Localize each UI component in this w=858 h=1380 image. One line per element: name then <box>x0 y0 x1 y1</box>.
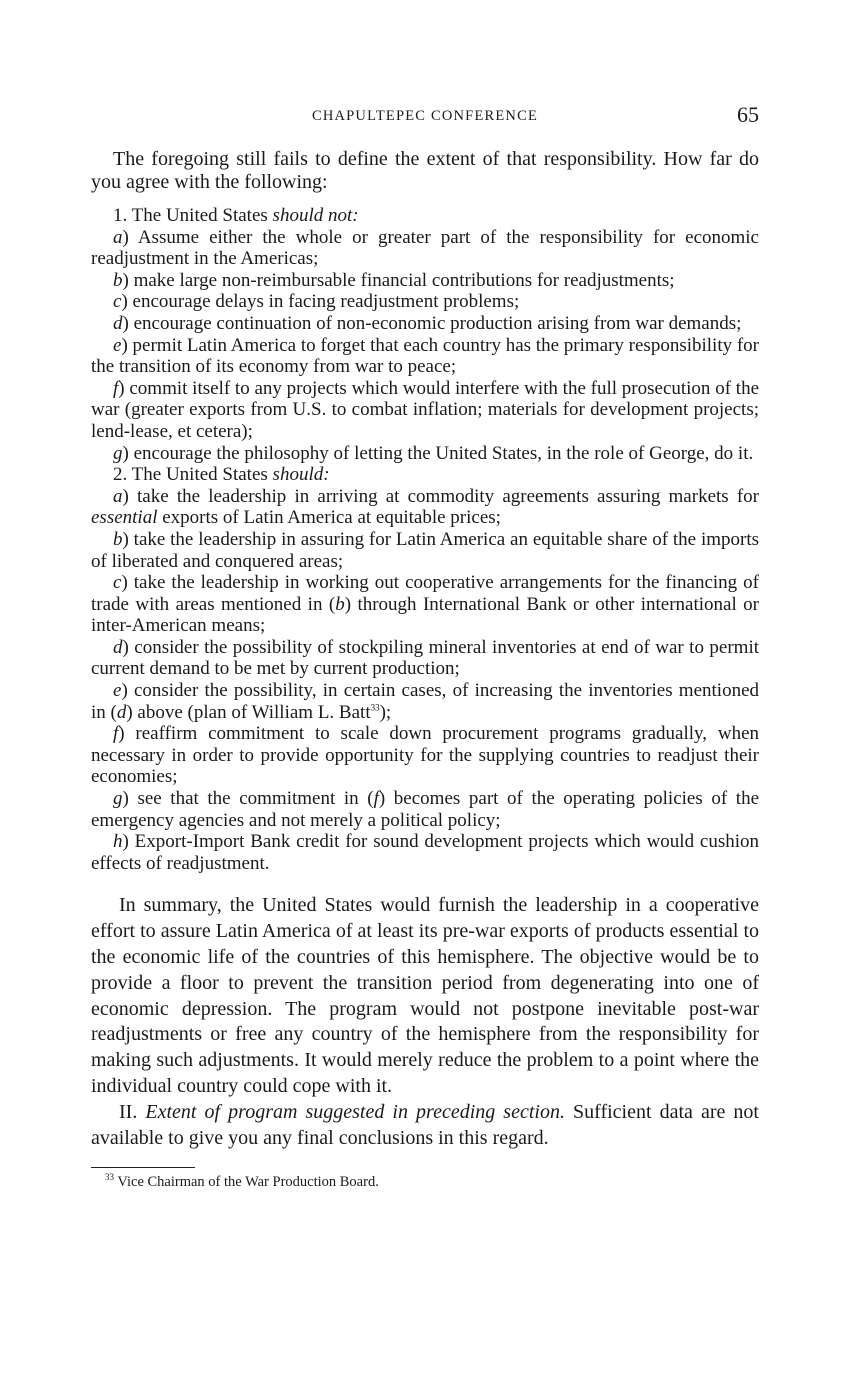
list-item: f) reaffirm commitment to scale down procurement programs gradually, when necessary in order to provide opportunity for the supplying countries to readjust their economies; <box>91 723 760 788</box>
section-2-heading: 2. The United States should: <box>113 464 330 486</box>
summary-section <box>91 893 759 1151</box>
list-item: e) consider the possibility, in certain cases, of increasing the inventories mentioned in (d) above (plan of William L. Batt$^{33}$); <box>91 680 760 723</box>
list-item: a) take the leadership in arriving at commodity agreements assuring markets for essential exports of Latin America at equitable prices; <box>91 485 760 529</box>
list-item: b) take the leadership in assuring for Latin America an equitable share of the imports of liberated and conquered areas; <box>91 528 759 572</box>
list-item: b) make large non-reimbursable financial contributions for readjustments; <box>113 269 675 291</box>
list-item: d) encourage continuation of non-economic production arising from war demands; <box>113 312 742 334</box>
footnote: $^{33}$ Vice Chairman of the War Production Board. <box>105 1172 379 1191</box>
list-item: d) consider the possibility of stockpiling mineral inventories at end of war to permit current demand to be met by current production; <box>91 636 760 680</box>
page <box>91 100 759 1192</box>
page-number: 65 <box>737 102 759 127</box>
list-item: e) permit Latin America to forget that each country has the primary responsibility for the transition of its economy from war to peace; <box>91 334 760 378</box>
section-1-heading: 1. The United States should not: <box>113 205 359 226</box>
list-item: g) encourage the philosophy of letting the United States, in the role of George, do it. <box>113 442 754 464</box>
section-ii-paragraph: II. Extent of program suggested in preceding section. Sufficient data are not available to give you any final conclusions in this regard. <box>91 1100 759 1149</box>
list-item: g) see that the commitment in (f) becomes part of the operating policies of the emergency agencies and not merely a political policy; <box>91 788 760 831</box>
running-title: CHAPULTEPEC CONFERENCE <box>311 108 539 124</box>
section-1-items <box>91 227 759 465</box>
footnote-rule <box>91 1167 195 1168</box>
footnote-marker: 33 <box>105 1172 114 1183</box>
list-item: c) take the leadership in working out cooperative arrangements for the financing of trade with areas mentioned in (b) through International Bank or other international or inter-American means; <box>91 572 759 637</box>
footnote-reference: 33 <box>370 702 380 713</box>
list-item: h) Export-Import Bank credit for sound development projects which would cushion effects of readjustment. <box>91 831 760 874</box>
list-item: c) encourage delays in facing readjustment problems; <box>113 291 520 313</box>
list-item: a) Assume either the whole or greater part of the responsibility for economic readjustment in the Americas; <box>91 226 759 270</box>
intro-paragraph: The foregoing still fails to define the extent of that responsibility. How far do you agree with the following: <box>91 148 759 193</box>
recommendations-list <box>91 205 759 874</box>
running-header <box>91 100 759 134</box>
list-item: f) commit itself to any projects which would interfere with the full prosecution of the war (greater exports from U.S. to combat inflation; materials for development projects; lend-lease, et cetera); <box>91 377 759 442</box>
summary-paragraph: In summary, the United States would furnish the leadership in a cooperative effort to assure Latin America of at least its pre-war exports of products essential to the economic life of the countries of this hemisphere. The objective would be to provide a floor to prevent the transition period from degenerating into one of economic depression. The program would not postpone inevitable post-war readjustments or free any country of the hemisphere from the responsibility for making such adjustments. It would merely reduce the problem to a point where the individual country could cope with it. <box>91 894 759 1097</box>
